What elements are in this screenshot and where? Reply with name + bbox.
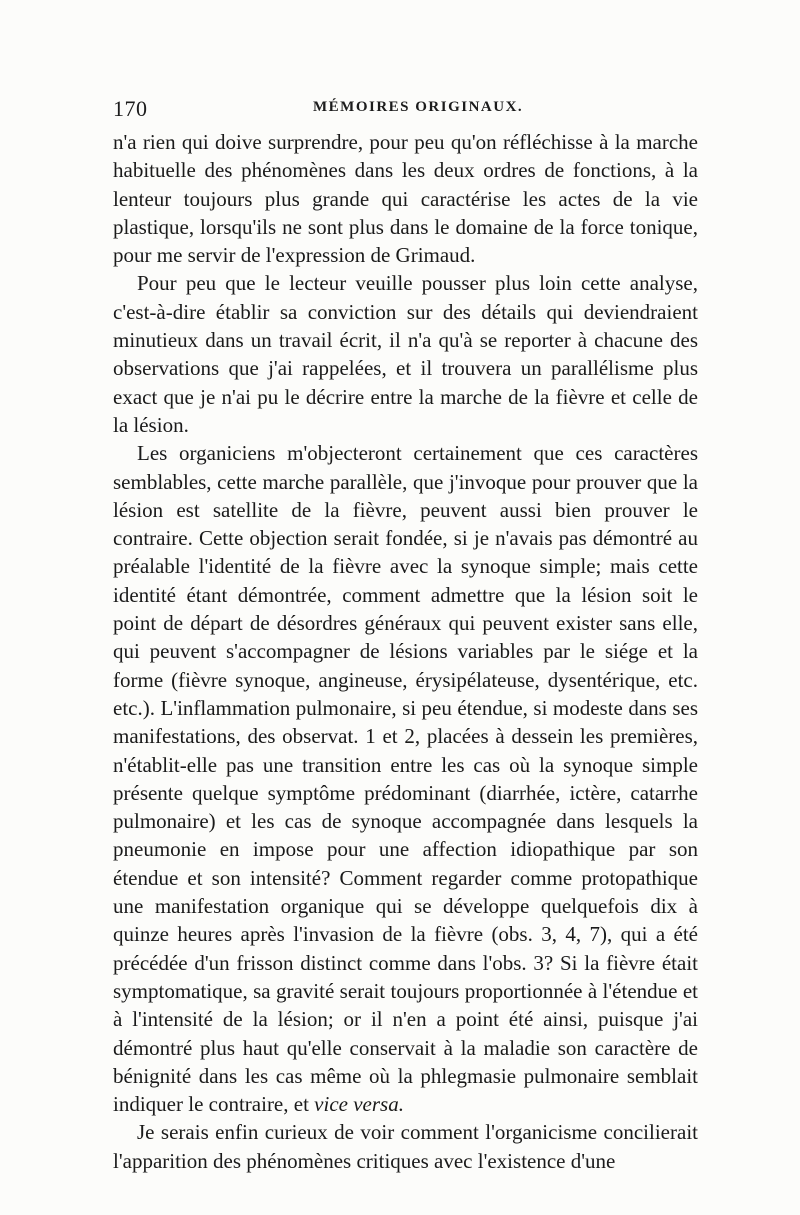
- body-text: [113, 128, 698, 1175]
- paragraph: [113, 269, 698, 439]
- paragraph-text: Pour peu que le lecteur veuille pousser plus loin cette analyse, c'est-à-dire établir sa conviction sur des détails qui deviendraient minutieux dans un travail écrit, il n'a qu'à se reporter à chacune des observations que j'ai rappelées, et il trouvera un parallélisme plus exact que je n'ai pu le décrire entre la marche de la fièvre et celle de la lésion.: [113, 271, 698, 437]
- paragraph-italic-text: vice versa.: [314, 1092, 404, 1117]
- paragraph-text: Je serais enfin curieux de voir comment l'organicisme concilierait l'apparition des phénomènes critiques avec l'existence d'une: [113, 1120, 698, 1173]
- page-header: [113, 96, 698, 124]
- paragraph-text: n'a rien qui doive surprendre, pour peu qu'on réfléchisse à la marche habituelle des phénomènes dans les deux ordres de fonctions, à la lenteur toujours plus grande qui caractérise les actes de la vie plastique, lorsqu'ils ne sont plus dans le domaine de la force tonique, pour me servir de l'expression de Grimaud.: [113, 130, 698, 268]
- running-head: MÉMOIRES ORIGINAUX.: [313, 99, 524, 115]
- paragraph: [113, 1118, 698, 1175]
- paragraph: [113, 439, 698, 1118]
- paragraph-continuation: [113, 128, 698, 269]
- paragraph-text: Les organiciens m'objecteront certainement que ces caractères semblables, cette marche parallèle, que j'invoque pour prouver que la lésion est satellite de la fièvre, peuvent aussi bien prouver le contraire. Cette objection serait fondée, si je n'avais pas démontré au préalable l'identité de la fièvre avec la synoque simple; mais cette identité étant démontrée, comment admettre que la lésion soit le point de départ de désordres généraux qui peuvent exister sans elle, qui peuvent s'accompagner de lésions variables par le siége et la forme (fièvre synoque, angineuse, érysipélateuse, dysentérique, etc. etc.). L'inflammation pulmonaire, si peu étendue, si modeste dans ses manifestations, des observat. 1 et 2, placées à dessein les premières, n'établit-elle pas une transition entre les cas où la synoque simple présente quelque symptôme prédominant (diarrhée, ictère, catarrhe pulmonaire) et les cas de synoque accompagnée dans lesquels la pneumonie en impose pour une affection idiopathique par son étendue et son intensité? Comment regarder comme protopathique une manifestation organique qui se développe quelquefois dix à quinze heures après l'invasion de la fièvre (obs. 3, 4, 7), qui a été précédée d'un frisson distinct comme dans l'obs. 3? Si la fièvre était symptomatique, sa gravité serait toujours proportionnée à l'étendue et à l'intensité de la lésion; or il n'en a point été ainsi, puisque j'ai démontré plus haut qu'elle conservait à la maladie son caractère de bénignité dans les cas même où la phlegmasie pulmonaire semblait indiquer le contraire, et: [113, 441, 698, 1117]
- page-number: 170: [113, 96, 148, 121]
